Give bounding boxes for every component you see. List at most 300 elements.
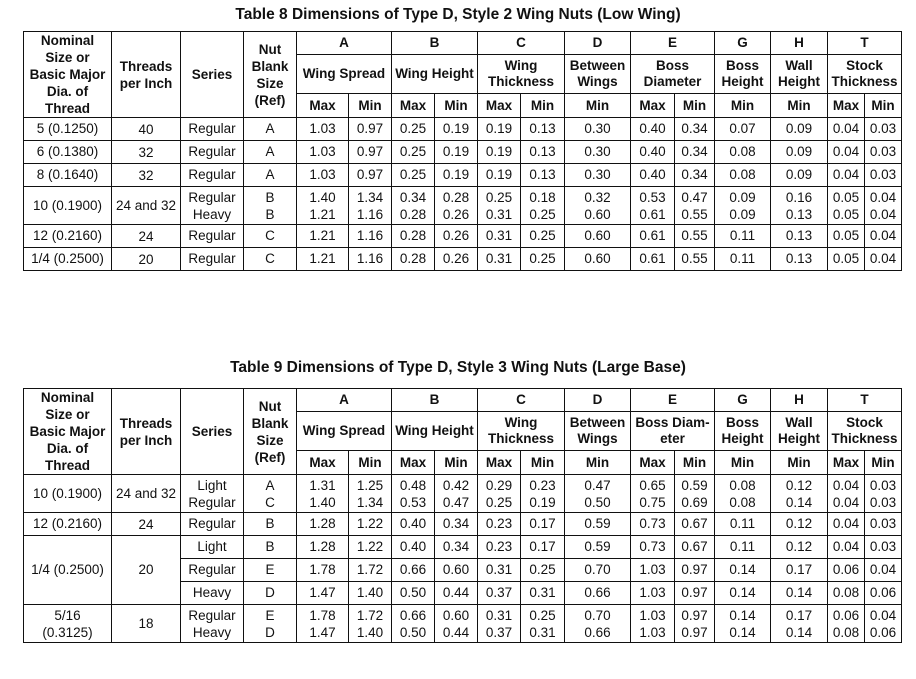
g-min-line: 0.14 [729,624,756,640]
cell-g-min: 0.08 [715,164,771,187]
cell-t-min [865,605,902,643]
cell-a-min: 1.22 [349,513,392,536]
cell-e-max: 1.03 [631,559,675,582]
cell-nut-blank-size: B [244,513,297,536]
cell-series: Regular [181,164,244,187]
header-col-g: G [715,32,771,55]
cell-t-max [828,605,865,643]
cell-t-max [828,187,865,225]
header-min-g_min: Min [715,451,771,475]
header-min-d_min: Min [565,451,631,475]
cell-t-min: 0.04 [865,559,902,582]
cell-nut-blank-size: A [244,164,297,187]
d-min-line: 0.70 [584,607,611,623]
a-max-line: 1.40 [309,189,336,205]
cell-e-min: 0.67 [675,536,715,559]
cell-c-max: 0.31 [478,559,521,582]
cell-nominal-size: 1/4 (0.2500) [24,536,112,605]
c-max-line: 0.25 [485,189,513,205]
cell-e-min: 0.34 [675,164,715,187]
e-min-line: 0.97 [681,607,708,623]
b-min-line: 0.42 [442,477,470,493]
d-min-line: 0.66 [584,624,611,640]
cell-a-max: 1.03 [297,118,349,141]
cell-t-min: 0.03 [865,118,902,141]
a-min-line: 1.34 [356,189,384,205]
cell-g-min: 0.14 [715,559,771,582]
cell-t-min: 0.06 [865,582,902,605]
d-min-line: 0.50 [584,494,611,510]
header-sub-e: Boss Diam- eter [631,412,715,451]
header-max-c_max: Max [478,94,521,118]
header-sub-e: Boss Diameter [631,55,715,94]
cell-b-max: 0.25 [392,118,435,141]
cell-d-min: 0.60 [565,225,631,248]
blank-line: B [265,189,275,205]
series-line: Regular [188,189,236,205]
cell-nut-blank-size: E [244,559,297,582]
t-min-line: 0.04 [869,206,897,222]
cell-h-min: 0.09 [771,141,828,164]
cell-a-max [297,605,349,643]
cell-a-max: 1.28 [297,513,349,536]
e-max-line: 0.53 [639,189,666,205]
header-max-a_max: Max [297,451,349,475]
header-max-b_max: Max [392,94,435,118]
cell-h-min [771,605,828,643]
header-nut-blank-size: Nut Blank Size (Ref) [244,32,297,118]
cell-t-max: 0.05 [828,225,865,248]
series-line: Regular [188,494,236,510]
cell-a-max: 1.21 [297,248,349,271]
b-max-line: 0.66 [399,607,427,623]
cell-c-min: 0.13 [521,164,565,187]
cell-d-min: 0.70 [565,559,631,582]
cell-e-max: 0.61 [631,248,675,271]
e-min-line: 0.47 [681,189,708,205]
cell-t-min: 0.03 [865,164,902,187]
cell-b-min: 0.19 [435,118,478,141]
table-row [24,187,902,225]
cell-a-max [297,475,349,513]
cell-h-min: 0.14 [771,582,828,605]
cell-nut-blank-size [244,605,297,643]
header-max-e_max: Max [631,94,675,118]
cell-nut-blank-size: D [244,582,297,605]
header-nut-blank-size: Nut Blank Size (Ref) [244,389,297,475]
header-sub-d: Between Wings [565,55,631,94]
cell-c-min: 0.25 [521,225,565,248]
header-col-c: C [478,32,565,55]
cell-e-min: 0.34 [675,118,715,141]
h-min-line: 0.14 [785,624,813,640]
header-sub-h: Wall Height [771,55,828,94]
header-sub-b: Wing Height [392,412,478,451]
cell-e-min: 0.97 [675,582,715,605]
g-min-line: 0.09 [729,189,756,205]
cell-t-max: 0.04 [828,536,865,559]
t-min-line: 0.03 [869,477,897,493]
b-min-line: 0.26 [442,206,470,222]
t-max-line: 0.05 [832,189,860,205]
header-max-t_max: Max [828,451,865,475]
e-min-line: 0.55 [681,206,708,222]
cell-series [181,605,244,643]
cell-h-min: 0.12 [771,536,828,559]
header-sub-t: Stock Thickness [828,412,902,451]
cell-e-min: 0.55 [675,225,715,248]
c-max-line: 0.37 [485,624,513,640]
t-max-line: 0.04 [832,494,860,510]
header-col-h: H [771,389,828,412]
cell-h-min: 0.13 [771,225,828,248]
cell-h-min: 0.13 [771,248,828,271]
a-max-line: 1.40 [309,494,336,510]
c-min-line: 0.19 [529,494,556,510]
cell-a-min: 0.97 [349,118,392,141]
b-max-line: 0.53 [399,494,427,510]
cell-b-min: 0.34 [435,513,478,536]
cell-threads-per-inch: 18 [112,605,181,643]
cell-d-min: 0.66 [565,582,631,605]
cell-nut-blank-size: B [244,536,297,559]
cell-h-min: 0.09 [771,118,828,141]
table-row [24,225,902,248]
cell-e-max: 0.40 [631,118,675,141]
cell-e-max [631,187,675,225]
cell-g-min: 0.11 [715,536,771,559]
header-nominal-size: Nominal Size or Basic Major Dia. of Thread [24,32,112,118]
e-min-line: 0.69 [681,494,708,510]
e-max-line: 1.03 [639,607,666,623]
cell-b-max [392,187,435,225]
cell-nominal-size [24,605,112,643]
cell-h-min: 0.17 [771,559,828,582]
cell-c-min [521,605,565,643]
header-sub-t: Stock Thickness [828,55,902,94]
cell-b-min [435,475,478,513]
header-sub-b: Wing Height [392,55,478,94]
cell-b-max: 0.50 [392,582,435,605]
header-col-e: E [631,389,715,412]
cell-b-max: 0.40 [392,536,435,559]
header-min-t_min: Min [865,451,902,475]
header-sub-g: Boss Height [715,412,771,451]
table-row [24,164,902,187]
header-min-h_min: Min [771,94,828,118]
series-line: Heavy [192,206,232,222]
cell-c-min: 0.17 [521,536,565,559]
header-col-d: D [565,32,631,55]
cell-t-max: 0.04 [828,513,865,536]
header-min-a_min: Min [349,451,392,475]
header-col-h: H [771,32,828,55]
cell-e-min [675,605,715,643]
cell-e-min [675,475,715,513]
cell-c-min: 0.25 [521,248,565,271]
series-line: Regular [188,607,236,623]
cell-e-min: 0.55 [675,248,715,271]
cell-series: Heavy [181,582,244,605]
cell-g-min [715,187,771,225]
header-sub-c: Wing Thickness [478,412,565,451]
h-min-line: 0.14 [785,494,813,510]
cell-t-max: 0.04 [828,118,865,141]
cell-a-max: 1.03 [297,164,349,187]
cell-threads-per-inch: 20 [112,248,181,271]
cell-a-min: 1.72 [349,559,392,582]
header-max-b_max: Max [392,451,435,475]
c-min-line: 0.25 [529,206,556,222]
cell-a-max: 1.78 [297,559,349,582]
cell-d-min: 0.60 [565,248,631,271]
cell-g-min: 0.11 [715,225,771,248]
b-max-line: 0.28 [399,206,427,222]
cell-c-min: 0.17 [521,513,565,536]
cell-t-max [828,475,865,513]
header-max-a_max: Max [297,94,349,118]
cell-a-min: 1.22 [349,536,392,559]
cell-c-max [478,187,521,225]
g-min-line: 0.14 [729,607,756,623]
header-sub-h: Wall Height [771,412,828,451]
cell-threads-per-inch: 24 and 32 [112,187,181,225]
cell-b-max: 0.28 [392,225,435,248]
a-max-line: 1.47 [309,624,336,640]
cell-t-min: 0.04 [865,225,902,248]
cell-nominal-size: 10 (0.1900) [24,187,112,225]
cell-c-max: 0.19 [478,118,521,141]
header-col-b: B [392,389,478,412]
table-row [24,475,902,513]
cell-threads-per-inch: 24 and 32 [112,475,181,513]
header-col-e: E [631,32,715,55]
cell-c-max: 0.19 [478,141,521,164]
c-min-line: 0.18 [529,189,556,205]
c-min-line: 0.31 [529,624,556,640]
cell-nominal-size: 8 (0.1640) [24,164,112,187]
cell-threads-per-inch: 20 [112,536,181,605]
a-min-line: 1.25 [356,477,384,493]
b-max-line: 0.34 [399,189,427,205]
cell-e-max [631,475,675,513]
cell-e-min [675,187,715,225]
header-col-a: A [297,32,392,55]
a-min-line: 1.16 [356,206,384,222]
cell-e-max: 0.61 [631,225,675,248]
cell-a-max: 1.28 [297,536,349,559]
cell-d-min: 0.59 [565,536,631,559]
cell-b-max: 0.66 [392,559,435,582]
header-threads-per-inch: Threads per Inch [112,389,181,475]
cell-c-max: 0.31 [478,248,521,271]
cell-g-min: 0.11 [715,248,771,271]
cell-nominal-size: 6 (0.1380) [24,141,112,164]
cell-series: Regular [181,559,244,582]
series-line: Light [197,477,227,493]
b-min-line: 0.47 [442,494,470,510]
nominal-line: 5/16 [54,607,81,623]
cell-d-min [565,187,631,225]
cell-a-max [297,187,349,225]
header-min-c_min: Min [521,94,565,118]
g-min-line: 0.08 [729,494,756,510]
cell-b-min: 0.19 [435,141,478,164]
cell-c-min: 0.13 [521,141,565,164]
header-threads-per-inch: Threads per Inch [112,32,181,118]
table-row [24,248,902,271]
cell-series: Regular [181,225,244,248]
cell-threads-per-inch: 32 [112,141,181,164]
a-min-line: 1.72 [356,607,384,623]
cell-threads-per-inch: 24 [112,513,181,536]
cell-a-min: 1.16 [349,248,392,271]
header-min-t_min: Min [865,94,902,118]
cell-c-max: 0.19 [478,164,521,187]
cell-c-max: 0.37 [478,582,521,605]
cell-t-min: 0.04 [865,248,902,271]
cell-series: Regular [181,248,244,271]
cell-threads-per-inch: 24 [112,225,181,248]
cell-threads-per-inch: 32 [112,164,181,187]
h-min-line: 0.17 [785,607,813,623]
blank-line: E [265,607,275,623]
cell-e-max: 1.03 [631,582,675,605]
header-min-e_min: Min [675,94,715,118]
cell-t-max: 0.05 [828,248,865,271]
cell-b-min: 0.26 [435,248,478,271]
cell-e-min: 0.97 [675,559,715,582]
cell-g-min [715,605,771,643]
c-max-line: 0.31 [485,206,513,222]
blank-line: D [265,624,275,640]
cell-b-max [392,605,435,643]
cell-c-min [521,187,565,225]
a-max-line: 1.21 [309,206,336,222]
cell-series: Regular [181,141,244,164]
header-series: Series [181,32,244,118]
header-sub-a: Wing Spread [297,55,392,94]
e-max-line: 1.03 [639,624,666,640]
a-max-line: 1.31 [309,477,336,493]
d-min-line: 0.47 [584,477,611,493]
b-min-line: 0.44 [442,624,470,640]
cell-b-max [392,475,435,513]
header-min-b_min: Min [435,451,478,475]
header-sub-g: Boss Height [715,55,771,94]
cell-g-min: 0.14 [715,582,771,605]
header-col-b: B [392,32,478,55]
cell-nut-blank-size: C [244,225,297,248]
cell-d-min: 0.30 [565,118,631,141]
cell-c-min: 0.13 [521,118,565,141]
header-sub-d: Between Wings [565,412,631,451]
cell-b-min [435,187,478,225]
cell-c-min: 0.31 [521,582,565,605]
header-series: Series [181,389,244,475]
table-row [24,141,902,164]
series-line: Heavy [192,624,232,640]
cell-nut-blank-size [244,475,297,513]
cell-nut-blank-size: C [244,248,297,271]
table-row [24,513,902,536]
header-min-d_min: Min [565,94,631,118]
cell-h-min [771,187,828,225]
cell-nominal-size: 10 (0.1900) [24,475,112,513]
e-min-line: 0.97 [681,624,708,640]
t-min-line: 0.04 [869,189,897,205]
c-max-line: 0.25 [485,494,513,510]
cell-e-min: 0.34 [675,141,715,164]
header-min-e_min: Min [675,451,715,475]
cell-d-min: 0.30 [565,164,631,187]
blank-line: A [265,477,275,493]
c-min-line: 0.23 [529,477,556,493]
t-min-line: 0.04 [869,607,897,623]
a-min-line: 1.34 [356,494,384,510]
blank-line: B [265,206,275,222]
cell-b-min: 0.34 [435,536,478,559]
cell-c-max [478,475,521,513]
cell-series [181,475,244,513]
cell-series: Regular [181,513,244,536]
cell-series: Light [181,536,244,559]
cell-g-min: 0.11 [715,513,771,536]
cell-d-min [565,475,631,513]
header-min-h_min: Min [771,451,828,475]
cell-t-min [865,187,902,225]
cell-a-max: 1.21 [297,225,349,248]
b-min-line: 0.60 [442,607,470,623]
cell-b-min [435,605,478,643]
table-row [24,605,902,643]
table-8-title: Table 8 Dimensions of Type D, Style 2 Wing Nuts (Low Wing) [235,6,681,23]
cell-a-min [349,475,392,513]
header-col-g: G [715,389,771,412]
g-min-line: 0.08 [729,477,756,493]
cell-t-max: 0.08 [828,582,865,605]
cell-nominal-size: 1/4 (0.2500) [24,248,112,271]
cell-b-max: 0.25 [392,164,435,187]
table-row [24,536,902,559]
a-max-line: 1.78 [309,607,336,623]
cell-a-min: 1.16 [349,225,392,248]
header-max-t_max: Max [828,94,865,118]
cell-c-min [521,475,565,513]
cell-b-min: 0.44 [435,582,478,605]
cell-b-min: 0.19 [435,164,478,187]
cell-nut-blank-size [244,187,297,225]
cell-g-min: 0.08 [715,141,771,164]
t-max-line: 0.08 [832,624,860,640]
cell-t-max: 0.04 [828,141,865,164]
cell-nut-blank-size: A [244,118,297,141]
cell-d-min: 0.30 [565,141,631,164]
header-nominal-size: Nominal Size or Basic Major Dia. of Thread [24,389,112,475]
t-min-line: 0.06 [869,624,897,640]
t-max-line: 0.06 [832,607,860,623]
cell-nominal-size: 12 (0.2160) [24,225,112,248]
cell-e-max: 0.73 [631,513,675,536]
cell-series: Regular [181,118,244,141]
cell-nut-blank-size: A [244,141,297,164]
cell-d-min [565,605,631,643]
t-min-line: 0.03 [869,494,897,510]
cell-b-max: 0.28 [392,248,435,271]
h-min-line: 0.13 [785,206,813,222]
cell-t-min: 0.03 [865,513,902,536]
cell-b-min: 0.26 [435,225,478,248]
